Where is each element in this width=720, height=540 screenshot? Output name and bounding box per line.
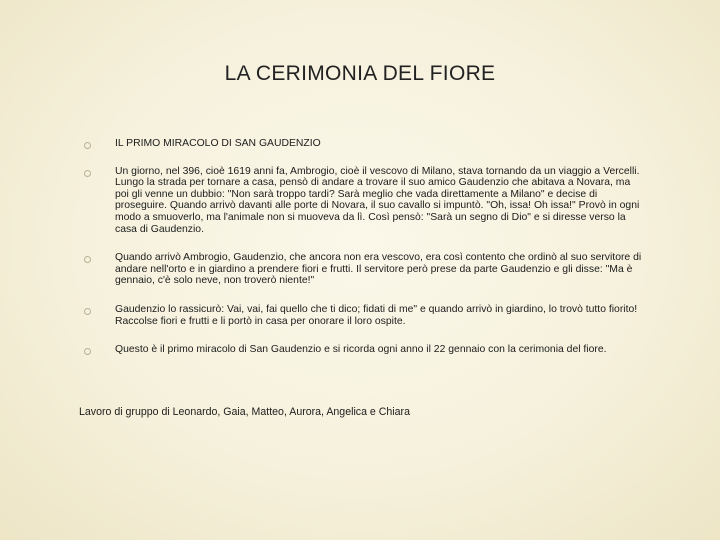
bullet-circle-icon — [84, 308, 91, 315]
bullet-text: Un giorno, nel 396, cioè 1619 anni fa, Ambrogio, cioè il vescovo di Milano, stava tornando da un viaggio a Vercelli. Lungo la strada per tornare a casa, pensò di andare a trovare il suo amico Gaudenzio che abitava a Novara, ma poi gli venne un dubbio: "Non sarà troppo tardi? Sarà meglio che vada direttamente a Milano" e decise di proseguire. Quando arrivò davanti alle porte di Novara, il suo cavallo si impuntò. "Oh, issa! Oh issa!" Provò in ogni modo a smuoverlo, ma l'animale non si muoveva da lì. Così pensò: "Sarà un segno di Dio" e si diresse verso la casa di Gaudenzio. — [115, 165, 640, 235]
bullet-text: Quando arrivò Ambrogio, Gaudenzio, che ancora non era vescovo, era così contento che ordinò al suo servitore di andare nell'orto e in giardino a prendere fiori e frutti. Il servitore però prese da parte Gaudenzio e gli disse: "Ma è gennaio, c'è solo neve, non troverò niente!" — [115, 252, 642, 287]
list-item — [82, 252, 642, 287]
bullet-text: Gaudenzio lo rassicurò: Vai, vai, fai quello che ti dico; fidati di me" e quando arrivò in giardino, lo trovò tutto fiorito! Raccolse fiori e frutti e li portò in casa per onorare il loro ospite. — [115, 303, 638, 327]
list-item — [82, 166, 642, 236]
bullet-text: IL PRIMO MIRACOLO DI SAN GAUDENZIO — [115, 138, 321, 149]
list-item — [82, 304, 642, 327]
bullet-circle-icon — [84, 256, 91, 263]
bullet-circle-icon — [84, 348, 91, 355]
bullet-circle-icon — [84, 142, 91, 149]
list-item — [82, 138, 642, 150]
slide-title: LA CERIMONIA DEL FIORE — [224, 62, 496, 85]
list-item — [82, 344, 642, 356]
bullet-circle-icon — [84, 170, 91, 177]
bullet-list — [82, 138, 642, 356]
bullet-text: Questo è il primo miracolo di San Gaudenzio e si ricorda ogni anno il 22 gennaio con la cerimonia del fiore. — [115, 344, 607, 356]
credits-footer: Lavoro di gruppo di Leonardo, Gaia, Matteo, Aurora, Angelica e Chiara — [79, 406, 410, 418]
